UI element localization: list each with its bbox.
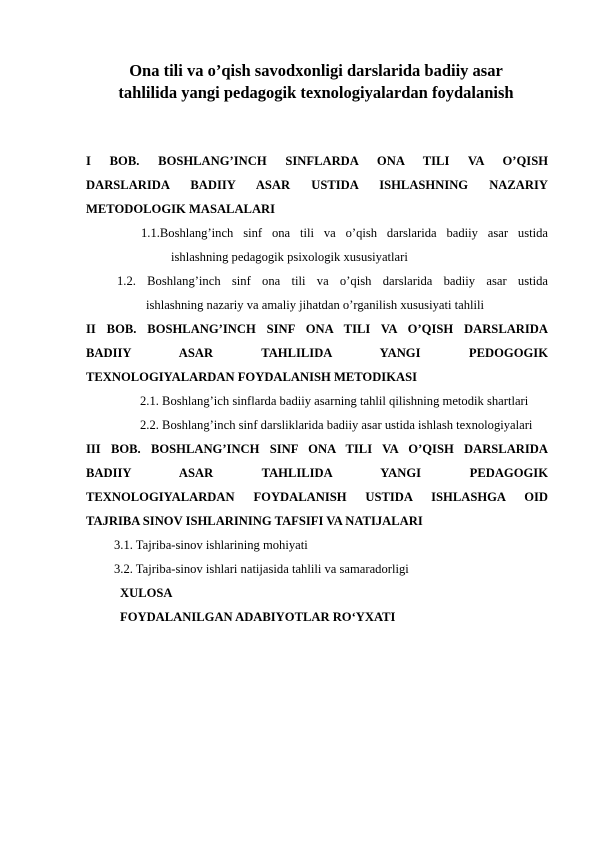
chapter-2-line-3: TEXNOLOGIYALARDAN FOYDALANISH METODIKASI: [86, 370, 417, 384]
chapter-2-heading: [86, 317, 548, 389]
section-1-1-line-2: ishlashning pedagogik psixologik xususiyatlari: [171, 250, 408, 264]
chapter-3-line-3: TEXNOLOGIYALARDAN FOYDALANISH USTIDA ISHLASHGA OID: [86, 490, 548, 504]
chapter-1-line-1: I BOB. BOSHLANG’INCH SINFLARDA ONA TILI VA O’QISH: [86, 154, 548, 168]
section-1-1: [141, 221, 548, 269]
chapter-3-line-2: BADIIY ASAR TAHLILIDA YANGI PEDAGOGIK: [86, 466, 548, 480]
section-3-2-line-1: 3.2. Tajriba-sinov ishlari natijasida tahlili va samaradorligi: [114, 562, 409, 576]
section-1-1-line-1: 1.1.Boshlang’inch sinf ona tili va o’qish darslarida badiiy asar ustida: [141, 226, 548, 240]
section-1-2: [117, 269, 548, 317]
section-2-1-line-1: 2.1. Boshlang’ich sinflarda badiiy asarning tahlil qilishning metodik shartlari: [140, 394, 529, 408]
title-line-1: Ona tili va o’qish savodxonligi darslarida badiiy asar: [129, 61, 503, 80]
chapter-1-line-3: METODOLOGIK MASALALARI: [86, 202, 276, 216]
chapter-3-heading: [86, 437, 548, 533]
document-title: [90, 60, 542, 104]
title-line-2: tahlilida yangi pedagogik texnologiyalardan foydalanish: [118, 83, 514, 102]
section-2-1: [140, 389, 548, 413]
chapter-1-heading: [86, 149, 548, 221]
section-1-2-line-2: ishlashning nazariy va amaliy jihatdan o’rganilish xususiyati tahlili: [146, 298, 484, 312]
section-2-2-line-1: 2.2. Boshlang’inch sinf darsliklarida badiiy asar ustida ishlash texnologiyalari: [140, 418, 533, 432]
chapter-2-line-2: BADIIY ASAR TAHLILIDA YANGI PEDOGOGIK: [86, 346, 548, 360]
chapter-2-line-1: II BOB. BOSHLANG’INCH SINF ONA TILI VA O’QISH DARSLARIDA: [86, 322, 548, 336]
conclusion-heading: XULOSA: [120, 586, 173, 600]
section-3-1-line-1: 3.1. Tajriba-sinov ishlarining mohiyati: [114, 538, 308, 552]
chapter-3-line-4: TAJRIBA SINOV ISHLARINING TAFSIFI VA NATIJALARI: [86, 514, 423, 528]
chapter-1-line-2: DARSLARIDA BADIIY ASAR USTIDA ISHLASHNING NAZARIY: [86, 178, 548, 192]
references-heading: FOYDALANILGAN ADABIYOTLAR RO‘YXATI: [120, 610, 396, 624]
section-3-1: [114, 533, 548, 557]
section-1-2-line-1: 1.2. Boshlang’inch sinf ona tili va o’qish darslarida badiiy asar ustida: [117, 274, 548, 288]
section-3-2: [114, 557, 548, 581]
section-2-2: [140, 413, 548, 437]
chapter-3-line-1: III BOB. BOSHLANG’INCH SINF ONA TILI VA O’QISH DARSLARIDA: [86, 442, 548, 456]
